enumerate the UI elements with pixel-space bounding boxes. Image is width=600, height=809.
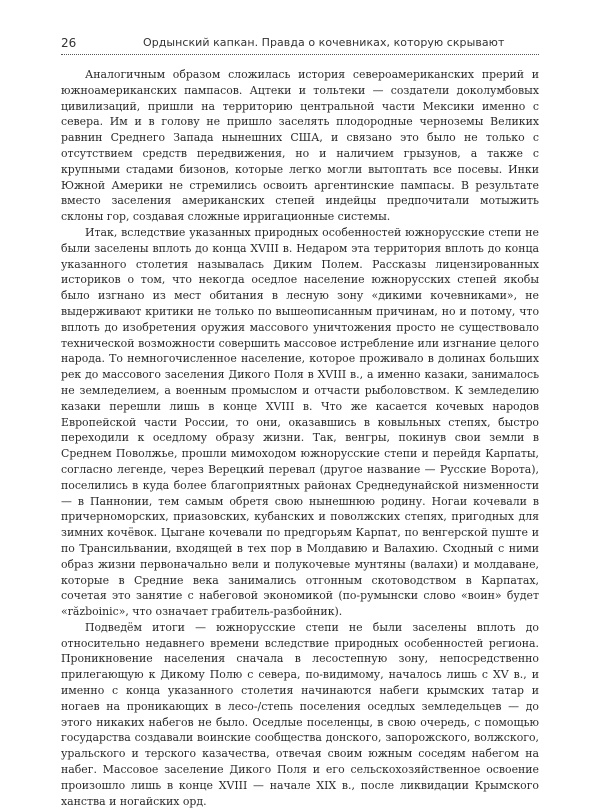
header-divider [61,54,539,55]
paragraph-southern-russian-steppes: Итак, вследствие указанных природных особенностей южнорусские степи не были заселены вплоть до конца XVIII в. Недаром эта территория вплоть до конца указанного столетия называлась Диким Полем. Рассказы лицензированных историков о том, что некогда оседлое население южнорусских степей якобы было изгнано из мест обитания в лесную зону «дикими кочевниками», не выдерживают критики не только по вышеописанным причинам, но и потому, что вплоть до изобретения оружия массового уничтожения просто не существовало технической возможности совершить массовое истребление или изгнание целого народа. То немногочисленное население, которое проживало в долинах больших рек до массового заселения Дикого Поля в XVIII в., а именно казаки, занималось не земледелием, а военным промыслом и отчасти рыболовством. К земледелию казаки перешли лишь в конце XVIII в. Что же касается кочевых народов Европейской части России, то они, оказавшись в ковыльных степях, быстро переходили к оседлому образу жизни. Так, венгры, покинув свои земли в Среднем Поволжье, прошли мимоходом южнорусские степи и перейдя Карпаты, согласно легенде, через Верецкий перевал (другое название — Русские Ворота), поселились в куда более благоприятных районах Среднедунайской низменности — в Паннонии, тем самым обретя свою нынешнюю родину. Ногаи кочевали в причерноморских, приазовских, кубанских и поволжских степях, пригодных для зимних кочёвок. Цыгане кочевали по предгорьям Карпат, по венгерской пуште и по Трансильвании, входящей в тех пор в Молдавию и Валахию. Сходный с ними образ жизни первоначально вели и полукочевые мунтяны (валахи) и молдаване, которые в Средние века занимались отгонным скотоводством в Карпатах, сочетая это занятие с набеговой экономикой (по-румынски слово «воин» будет «războinic», что означает грабитель-разбойник). [61,225,539,619]
page-header [61,33,539,53]
paragraph-summary: Подведём итоги — южнорусские степи не были заселены вплоть до относительно недавнего времени вследствие природных особенностей региона. Проникновение населения сначала в лесостепную зону, непосредственно прилегающую к Дикому Полю с севера, по-видимому, началось лишь с XV в., и именно с конца указанного столетия начинаются набеги крымских татар и ногаев на проникающих в лесо-/степь поселения оседлых земледельцев — до этого никаких набегов не было. Оседлые поселенцы, в свою очередь, с помощью государства создавали воинские сообщества донского, запорожского, волжского, уральского и терского казачества, отвечая своим южным соседям набегом на набег. Массовое заселение Дикого Поля и его сельскохозяйственное освоение произошло лишь в конце XVIII — начале XIX в., после ликвидации Крымского ханства и ногайских орд. [61,620,539,808]
running-title: Ордынский капкан. Правда о кочевниках, которую скрывают [143,36,505,49]
page-number: 26 [61,36,77,50]
paragraph-american-steppes: Аналогичным образом сложилась история североамериканских прерий и южноамериканских пампасов. Ацтеки и тольтеки — создатели доколумбовых цивилизаций, пришли на территорию центральной части Мексики именно с севера. Им и в голову не пришло заселять плодородные черноземы Великих равнин Среднего Запада нынешних США, и связано это было не только с отсутствием средств передвижения, но и наличием грызунов, а также с крупными стадами бизонов, которые легко могли вытоптать все посевы. Инки Южной Америки не стремились освоить аргентинские пампасы. В результате вместо заселения американских степей индейцы предпочитали мотыжить склоны гор, создавая сложные ирригационные системы. [61,68,539,224]
body-text [61,67,539,809]
